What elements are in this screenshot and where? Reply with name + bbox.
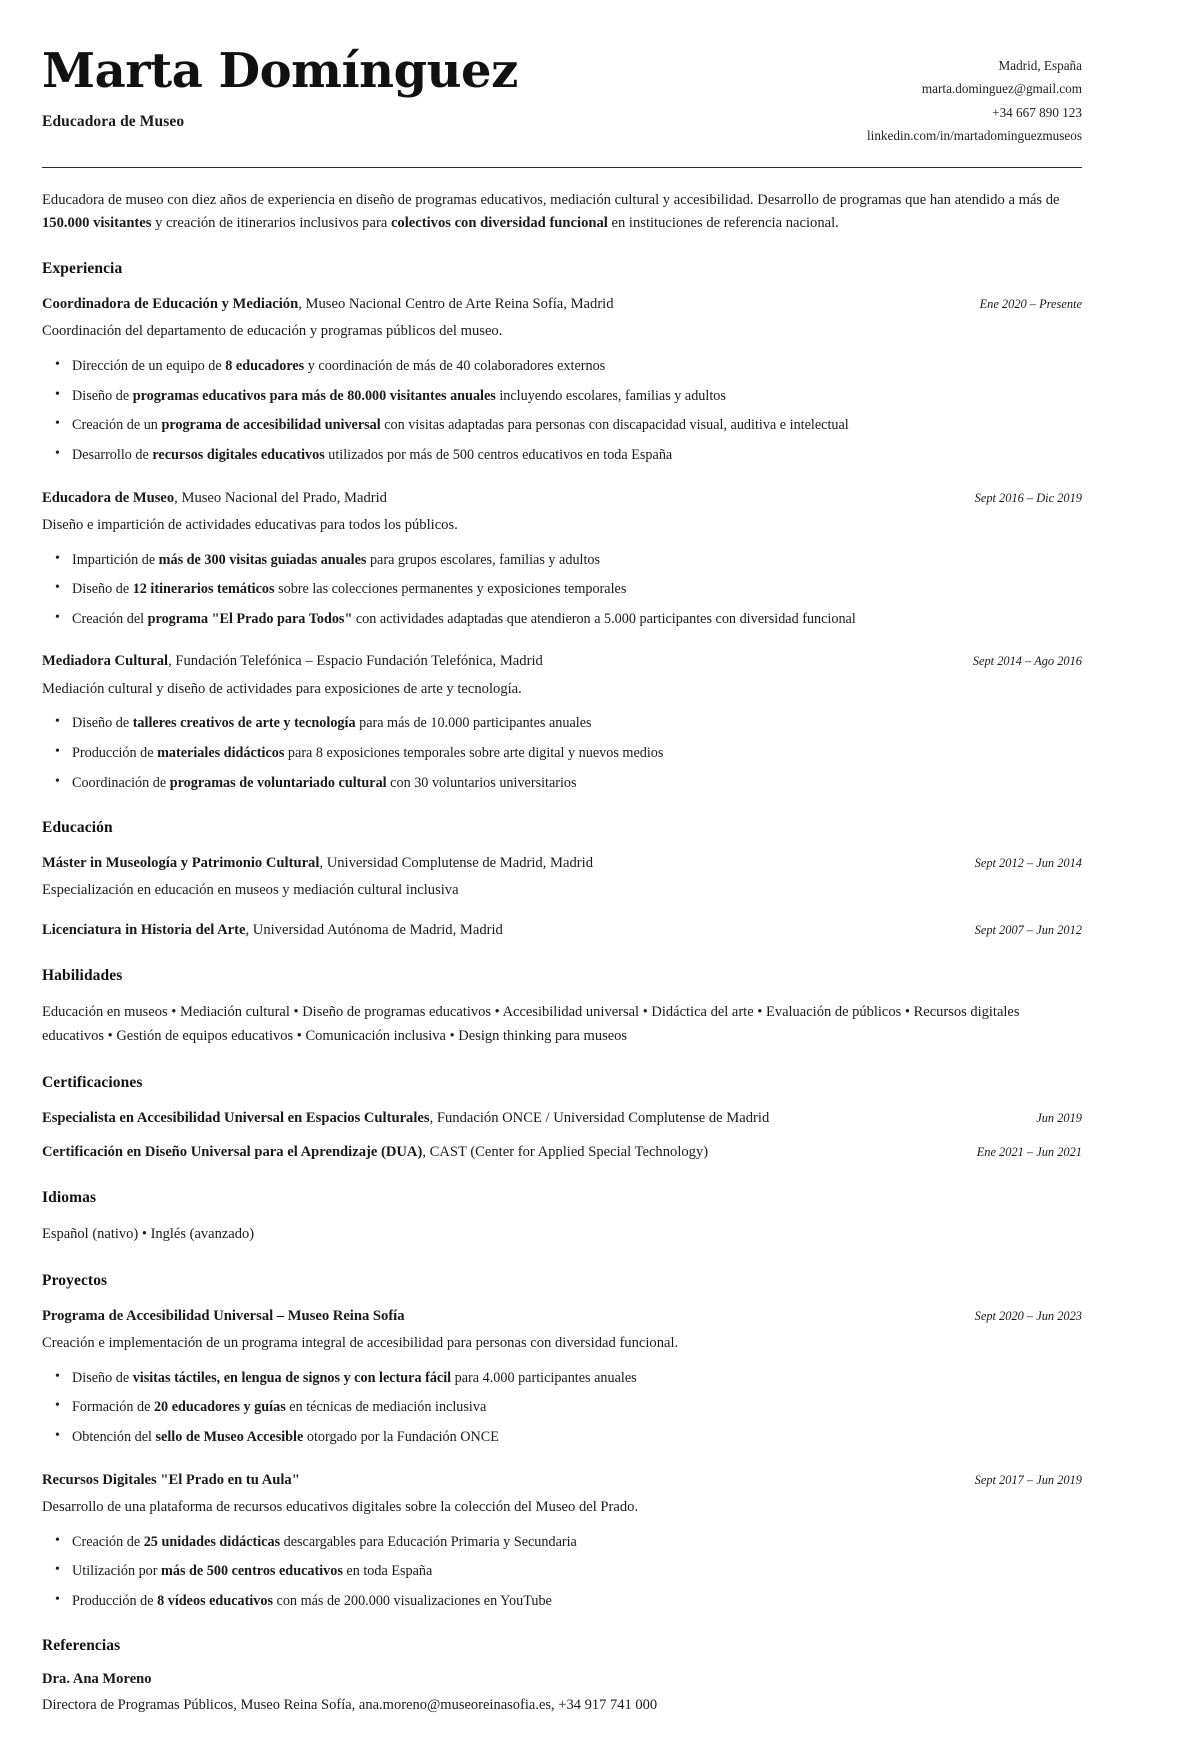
bullet-highlight: recursos digitales educativos [152,446,325,463]
experience-role: Coordinadora de Educación y Mediación [42,296,299,313]
projects-list [42,1306,1082,1612]
bullet-text: para 4.000 participantes anuales [451,1369,637,1386]
entry-date: Sept 2007 – Jun 2012 [974,923,1082,938]
bullet-text: Diseño de [72,581,133,598]
section-projects [42,1272,1082,1612]
entry-heading [42,920,957,941]
experience-description: Mediación cultural y diseño de actividades para exposiciones de arte y tecnología. [42,680,522,697]
bullet-item [72,713,1082,734]
bullet-highlight: programa "El Prado para Todos" [147,610,353,627]
project-description: Creación e implementación de un programa integral de accesibilidad para personas con diversidad funcional. [42,1334,679,1351]
bullet-item [72,609,1082,630]
section-title-languages: Idiomas [42,1189,97,1207]
entry-date: Sept 2017 – Jun 2019 [974,1472,1082,1487]
header-divider [42,167,1082,168]
bullet-text: Diseño de [72,1369,133,1386]
bullet-text: con 30 voluntarios universitarios [386,774,577,791]
bullet-highlight: sello de Museo Accesible [155,1428,304,1445]
bullet-text: Diseño de [72,715,133,732]
bullet-item [72,356,1082,377]
section-title-experience: Experiencia [42,260,123,278]
experience-description: Diseño e impartición de actividades educativas para todos los públicos. [42,516,458,533]
bullet-text: Creación de un [72,417,162,434]
bullet-item [72,743,1082,764]
entry-header [42,1306,1082,1327]
education-school: , Universidad Complutense de Madrid, Madrid [319,855,593,872]
entry-header [42,1470,1082,1491]
bullet-highlight: 8 educadores [225,358,305,375]
bullet-item [72,773,1082,794]
entry-date: Sept 2020 – Jun 2023 [974,1308,1082,1323]
bullet-item [72,1427,1082,1448]
bullet-text: Utilización por [72,1563,162,1580]
bullet-text: Dirección de un equipo de [72,358,226,375]
entry-date: Sept 2016 – Dic 2019 [974,490,1082,505]
bullet-item [72,1368,1082,1389]
entry-date: Ene 2020 – Presente [979,297,1082,312]
section-skills [42,967,1082,1047]
entry-heading [42,853,957,874]
references-list [42,1671,1082,1717]
bullet-text: para grupos escolares, familias y adultos [366,551,601,568]
bullet-text: otorgado por la Fundación ONCE [303,1428,499,1445]
education-degree: Licenciatura in Historia del Arte [42,922,246,939]
entry-header [42,651,1082,672]
bullet-text: con más de 200.000 visualizaciones en YouTube [272,1592,552,1609]
experience-entry [42,294,1082,465]
experience-entry [42,488,1082,630]
bullet-text: en toda España [342,1563,433,1580]
page-title: Marta Domínguez [42,43,518,99]
entry-heading [42,651,955,672]
section-languages [42,1189,1082,1246]
bullet-text: y coordinación de más de 40 colaboradores externos [304,358,606,375]
certification-name: Certificación en Diseño Universal para el Aprendizaje (DUA) [42,1143,423,1160]
entry-heading [42,294,962,315]
bullet-text: Coordinación de [72,774,170,791]
bullet-text: Diseño de [72,387,133,404]
summary-text-1: Educadora de museo con diez años de experiencia en diseño de programas educativos, mediación cultural y accesibilidad. Desarrollo de programas que han atendido a más de [42,192,1060,209]
bullet-text: Creación de [72,1533,144,1550]
project-description: Desarrollo de una plataforma de recursos educativos digitales sobre la colección del Museo del Prado. [42,1498,639,1515]
education-description: Especialización en educación en museos y mediación cultural inclusiva [42,882,459,899]
project-name: Programa de Accesibilidad Universal – Museo Reina Sofía [42,1307,405,1324]
entry-heading [42,1142,959,1163]
entry-header [42,853,1082,874]
bullet-item [72,415,1082,436]
section-certifications [42,1074,1082,1163]
bullet-highlight: más de 300 visitas guiadas anuales [158,551,367,568]
certification-entry [42,1108,1082,1129]
project-name: Recursos Digitales "El Prado en tu Aula" [42,1471,300,1488]
bullet-highlight: visitas táctiles, en lengua de signos y con lectura fácil [132,1369,452,1386]
entry-date: Sept 2012 – Jun 2014 [974,856,1082,871]
bullet-list [42,713,1082,793]
entry-header [42,1108,1082,1129]
bullet-text: para 8 exposiciones temporales sobre arte digital y nuevos medios [284,744,664,761]
bullet-item [72,386,1082,407]
certification-issuer: , CAST (Center for Applied Special Technology) [422,1143,709,1160]
bullet-text: utilizados por más de 500 centros educativos en toda España [324,446,673,463]
bullet-text: Producción de [72,1592,158,1609]
bullet-text: en técnicas de mediación inclusiva [285,1399,487,1416]
contact-phone[interactable]: +34 667 890 123 [992,104,1082,120]
bullet-item [72,1561,1082,1582]
section-title-projects: Proyectos [42,1271,108,1289]
bullet-highlight: materiales didácticos [157,744,285,761]
bullet-item [72,1591,1082,1612]
entry-heading [42,1108,1018,1129]
bullet-highlight: programas de voluntariado cultural [169,774,387,791]
bullet-highlight: programas educativos para más de 80.000 visitantes anuales [132,387,496,404]
bullet-highlight: 8 vídeos educativos [157,1592,273,1609]
certification-entry [42,1142,1082,1163]
section-title-certifications: Certificaciones [42,1073,143,1091]
entry-heading [42,1306,957,1327]
experience-company: , Fundación Telefónica – Espacio Fundación Telefónica, Madrid [168,653,543,670]
bullet-highlight: programa de accesibilidad universal [161,417,381,434]
entry-header [42,294,1082,315]
entry-date: Jun 2019 [1036,1110,1082,1125]
experience-role: Educadora de Museo [42,489,175,506]
skills-list: Educación en museos • Mediación cultural • Diseño de programas educativos • Accesibilidad universal • Didáctica del arte • Evaluación de públicos • Recursos digitales educativos • Gestión de equipos educativos • Comunicación inclusiva • Design thinking para museos [42,1004,1020,1044]
bullet-list [42,1532,1082,1612]
entry-header [42,1142,1082,1163]
certification-issuer: , Fundación ONCE / Universidad Complutense de Madrid [429,1109,770,1126]
bullet-text: Creación del [72,610,148,627]
summary-paragraph [42,189,1082,234]
certification-name: Especialista en Accesibilidad Universal en Espacios Culturales [42,1109,430,1126]
experience-role: Mediadora Cultural [42,653,169,670]
experience-company: , Museo Nacional Centro de Arte Reina Sofía, Madrid [298,296,614,313]
bullet-list [42,1368,1082,1448]
bullet-text: Producción de [72,744,158,761]
languages-list: Español (nativo) • Inglés (avanzado) [42,1226,255,1243]
entry-header [42,920,1082,941]
section-title-references: Referencias [42,1637,121,1655]
bullet-highlight: 12 itinerarios temáticos [132,581,275,598]
bullet-text: con actividades adaptadas que atendieron a 5.000 participantes con diversidad funcional [352,610,856,627]
bullet-list [42,356,1082,465]
summary-text-3: en instituciones de referencia nacional. [607,214,839,231]
section-title-skills: Habilidades [42,967,123,985]
education-entry [42,920,1082,941]
bullet-item [72,1397,1082,1418]
bullet-highlight: 25 unidades didácticas [143,1533,281,1550]
bullet-item [72,445,1082,466]
reference-name: Dra. Ana Moreno [42,1671,152,1688]
bullet-item [72,550,1082,571]
reference-detail: Directora de Programas Públicos, Museo Reina Sofía, ana.moreno@museoreinasofia.es, +34 917 741 000 [42,1697,658,1714]
entry-header [42,488,1082,509]
entry-date: Sept 2014 – Ago 2016 [972,654,1082,669]
entry-date: Ene 2021 – Jun 2021 [976,1144,1082,1159]
contact-email[interactable]: marta.dominguez@gmail.com [921,81,1082,97]
summary-bold-1: 150.000 visitantes [42,214,152,231]
section-title-education: Educación [42,819,113,837]
summary-bold-2: colectivos con diversidad funcional [390,214,608,231]
resume-header [42,44,1082,147]
entry-heading [42,488,957,509]
job-title: Educadora de Museo [42,112,185,130]
bullet-text: Formación de [72,1399,154,1416]
education-entry [42,853,1082,902]
project-entry [42,1470,1082,1612]
experience-list [42,294,1082,793]
bullet-text: Desarrollo de [72,446,153,463]
header-identity [42,44,518,131]
bullet-text: Obtención del [72,1428,156,1445]
contact-location: Madrid, España [998,58,1082,73]
bullet-highlight: más de 500 centros educativos [161,1563,343,1580]
experience-company: , Museo Nacional del Prado, Madrid [174,489,387,506]
certifications-list [42,1108,1082,1163]
section-education [42,819,1082,941]
summary-text-2: y creación de itinerarios inclusivos para [151,214,391,231]
experience-description: Coordinación del departamento de educación y programas públicos del museo. [42,323,503,340]
section-experience [42,260,1082,793]
bullet-item [72,579,1082,600]
education-degree: Máster in Museología y Patrimonio Cultural [42,855,320,872]
reference-entry [42,1671,1082,1717]
education-list [42,853,1082,941]
bullet-text: para más de 10.000 participantes anuales [355,715,592,732]
bullet-text: incluyendo escolares, familias y adultos [495,387,726,404]
bullet-highlight: 20 educadores y guías [153,1399,286,1416]
bullet-text: con visitas adaptadas para personas con discapacidad visual, auditiva e intelectual [380,417,849,434]
contact-block [867,44,1082,147]
bullet-list [42,550,1082,630]
section-references [42,1637,1082,1717]
project-entry [42,1306,1082,1448]
bullet-highlight: talleres creativos de arte y tecnología [132,715,356,732]
contact-linkedin[interactable]: linkedin.com/in/martadominguezmuseos [867,128,1082,144]
education-school: , Universidad Autónoma de Madrid, Madrid [245,922,503,939]
bullet-text: descargables para Educación Primaria y Secundaria [280,1533,577,1550]
experience-entry [42,651,1082,793]
bullet-text: Impartición de [72,551,159,568]
bullet-item [72,1532,1082,1553]
entry-heading [42,1470,957,1491]
bullet-text: sobre las colecciones permanentes y exposiciones temporales [274,581,627,598]
